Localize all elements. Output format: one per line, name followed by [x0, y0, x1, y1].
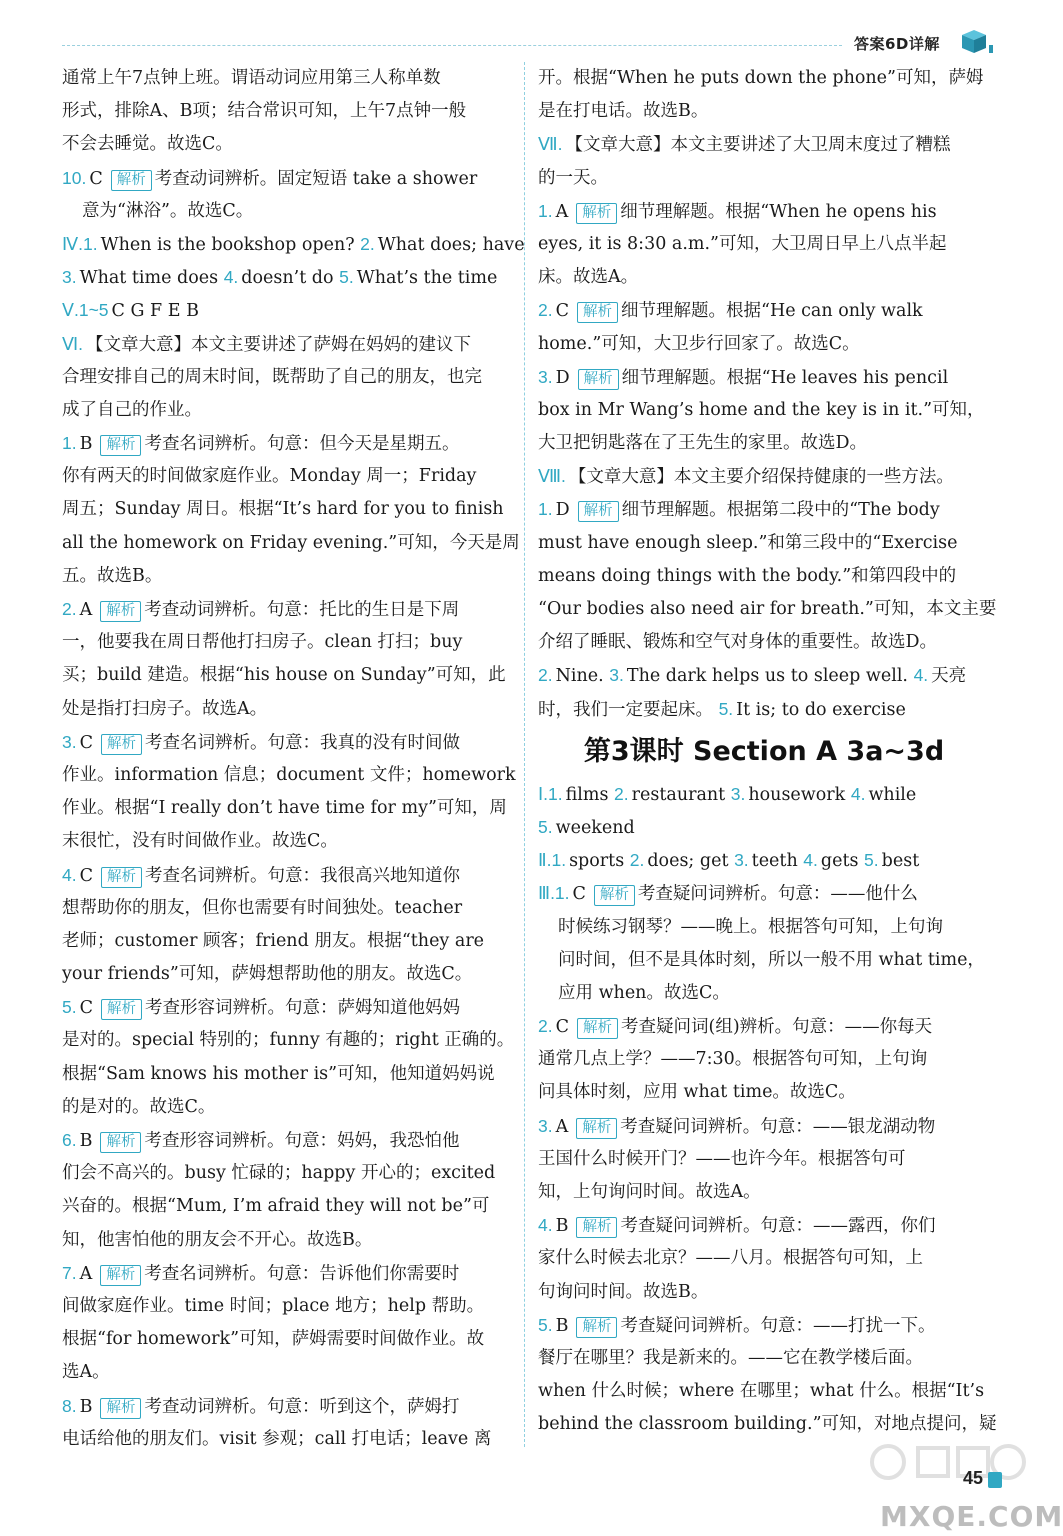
- text-line: [538, 659, 990, 692]
- analysis-tag: 解析: [101, 999, 142, 1020]
- text-segment: C: [79, 865, 93, 886]
- text-segment: 知，上句询问时间。故选A。: [538, 1182, 761, 1202]
- text-segment: C: [79, 998, 93, 1019]
- text-line: [538, 944, 990, 977]
- text-segment: 们会不高兴的。busy 忙碌的；happy 开心的；excited: [62, 1163, 496, 1184]
- text-line: [62, 925, 512, 958]
- text-segment: 应用 when。故选C。: [558, 982, 730, 1003]
- text-line: [538, 778, 990, 811]
- text-segment: 作业。information 信息；document 文件；homework: [62, 764, 516, 785]
- text-line: [62, 527, 520, 560]
- text-line: [538, 911, 990, 944]
- text-line: [538, 560, 990, 593]
- page-number: 45: [963, 1468, 984, 1488]
- text-line: [62, 1224, 512, 1257]
- text-line: [62, 294, 512, 327]
- text-line: [538, 128, 990, 161]
- analysis-tag: 解析: [576, 1118, 617, 1139]
- text-segment: doesn’t do: [241, 268, 340, 289]
- text-line: [538, 1043, 990, 1076]
- text-segment: eyes, it is 8:30 a.m.”可知，大卫周日早上八点半起: [538, 233, 947, 254]
- text-segment: 通常几点上学？——7:30。根据答句可知，上句询: [538, 1049, 928, 1070]
- text-segment: C: [572, 884, 586, 905]
- text-segment: B: [555, 1315, 569, 1336]
- text-segment: 考查名词辨析。句意：我很高兴地知道你: [145, 865, 460, 886]
- text-segment: while: [868, 784, 917, 805]
- text-line: [62, 1257, 512, 1290]
- text-segment: 不会去睡觉。故选C。: [62, 134, 233, 155]
- item-number: Ⅰ.1.: [538, 783, 563, 804]
- text-line: [62, 825, 512, 858]
- item-number: 2.: [360, 233, 375, 254]
- text-line: [62, 1157, 512, 1190]
- header-label: 答案6D详解: [854, 35, 940, 53]
- text-line: [62, 892, 512, 925]
- text-segment: 想帮助你的朋友，但你也需要有时间独处。teacher: [62, 897, 463, 918]
- text-segment: 选A。: [62, 1362, 110, 1383]
- right-column: [538, 62, 997, 1442]
- item-number: 8.: [62, 1395, 77, 1416]
- text-line: [62, 1390, 512, 1423]
- text-segment: 周五；Sunday 周日。根据“It’s hard for you to finish: [62, 499, 504, 520]
- item-number: Ⅳ.1.: [62, 233, 98, 254]
- text-line: [538, 877, 990, 910]
- text-segment: 形式，排除A、B项；结合常识可知，上午7点钟一般: [62, 101, 467, 122]
- text-line: [538, 1110, 990, 1143]
- text-segment: 考查形容词辨析。句意：妈妈，我恐怕他: [144, 1131, 460, 1151]
- text-line: [62, 659, 512, 692]
- text-line: [538, 626, 990, 659]
- item-number: Ⅲ.1.: [538, 883, 570, 904]
- text-line: [62, 1190, 512, 1223]
- text-segment: 天亮: [931, 666, 967, 687]
- analysis-tag: 解析: [100, 1132, 141, 1153]
- analysis-tag: 解析: [101, 867, 142, 888]
- item-number: 1.: [62, 433, 77, 454]
- text-segment: when 什么时候；where 在哪里；what 什么。根据“It’s: [538, 1381, 985, 1402]
- text-line: [538, 977, 990, 1010]
- text-line: [538, 294, 990, 327]
- text-line: [538, 228, 990, 261]
- text-line: [62, 593, 512, 626]
- text-segment: B: [79, 1396, 93, 1417]
- text-line: [62, 1356, 512, 1389]
- text-line: [538, 693, 990, 726]
- text-segment: 考查动词辨析。句意：听到这个，萨姆打: [144, 1396, 460, 1417]
- item-number: 5.: [538, 816, 553, 837]
- item-number: 3.: [62, 267, 77, 288]
- text-segment: 大卫把钥匙落在了王先生的家里。故选D。: [538, 433, 868, 454]
- item-number: 5.: [538, 1314, 553, 1335]
- text-line: [62, 726, 512, 759]
- item-number: 3.: [538, 1115, 553, 1136]
- analysis-tag: 解析: [100, 1398, 141, 1419]
- cube-logo-icon: [960, 28, 996, 56]
- text-segment: behind the classroom building.”可知，对地点提问，疑: [538, 1414, 997, 1435]
- text-line: [538, 261, 990, 294]
- text-line: [538, 62, 990, 95]
- item-number: Ⅵ.: [62, 333, 84, 354]
- text-segment: 考查动词辨析。句意：托比的生日是下周: [144, 600, 460, 620]
- text-line: [538, 1276, 990, 1309]
- text-line: [538, 1242, 990, 1275]
- item-number: 4.: [538, 1215, 553, 1236]
- analysis-tag: 解析: [578, 369, 619, 390]
- item-number: Ⅴ.1~5: [62, 300, 109, 321]
- text-segment: What’s the time: [356, 268, 498, 289]
- text-segment: 考查疑问词辨析。句意：——银龙湖动物: [620, 1116, 936, 1137]
- text-line: [62, 361, 512, 394]
- text-line: [62, 493, 512, 526]
- text-segment: B: [79, 1131, 93, 1151]
- text-segment: 家什么时候去北京？——八月。根据答句可知，上: [538, 1248, 923, 1269]
- analysis-tag: 解析: [577, 1018, 618, 1039]
- header-rule: [62, 45, 842, 46]
- text-line: [62, 626, 512, 659]
- text-segment: must have enough sleep.”和第三段中的“Exercise: [538, 532, 958, 553]
- text-segment: C G F E B: [111, 301, 199, 322]
- column-divider: [524, 62, 525, 1447]
- analysis-tag: 解析: [576, 1317, 617, 1338]
- text-line: [62, 195, 512, 228]
- item-number: Ⅶ.: [538, 134, 563, 155]
- text-line: [538, 527, 990, 560]
- item-number: 5.: [718, 698, 734, 719]
- text-segment: 细节理解题。根据“He can only walk: [621, 301, 923, 322]
- left-column: [62, 62, 525, 1456]
- text-segment: A: [555, 1116, 569, 1137]
- text-line: [538, 844, 990, 877]
- analysis-tag: 解析: [100, 435, 141, 456]
- text-line: [538, 593, 997, 626]
- text-line: [538, 95, 990, 128]
- text-line: [62, 792, 512, 825]
- text-line: [538, 162, 990, 195]
- text-line: [538, 361, 990, 394]
- section-title: 第3课时 Section A 3a~3d: [583, 735, 945, 767]
- text-segment: C: [555, 1017, 569, 1038]
- item-number: 2.: [538, 1016, 553, 1037]
- text-segment: D: [555, 500, 570, 521]
- text-line: [62, 759, 516, 792]
- item-number: 1.: [538, 200, 553, 221]
- text-segment: 作业。根据“I really don’t have time for my”可知，周: [62, 798, 507, 819]
- item-number: 2.: [62, 599, 77, 619]
- item-number: 7.: [62, 1262, 77, 1283]
- analysis-tag: 解析: [100, 601, 141, 622]
- text-segment: 考查名词辨析。句意：告诉他们你需要时: [144, 1263, 460, 1284]
- text-segment: D: [555, 367, 570, 388]
- text-segment: C: [89, 168, 103, 189]
- text-line: [62, 62, 512, 95]
- text-segment: 成了自己的作业。: [62, 399, 202, 420]
- text-segment: 考查疑问词辨析。句意：——露西，你们: [620, 1216, 936, 1237]
- text-segment: means doing things with the body.”和第四段中的: [538, 565, 957, 586]
- text-segment: 开。根据“When he puts down the phone”可知，萨姆: [538, 68, 984, 88]
- text-segment: 考查名词辨析。句意：但今天是星期五。: [144, 434, 460, 455]
- text-line: [62, 261, 512, 294]
- text-segment: 根据“for homework”可知，萨姆需要时间做作业。故: [62, 1329, 485, 1350]
- text-segment: What does; have: [377, 234, 525, 255]
- text-line: [62, 958, 512, 991]
- text-segment: 老师；customer 顾客；friend 朋友。根据“they are: [62, 930, 485, 951]
- text-line: [62, 427, 512, 460]
- item-number: 4.: [913, 665, 929, 686]
- text-segment: 兴奋的。根据“Mum, I’m afraid they will not be”可: [62, 1196, 490, 1217]
- text-segment: 合理安排自己的周末时间，既帮助了自己的朋友，也完: [62, 366, 482, 387]
- text-segment: The dark helps us to sleep well.: [626, 666, 914, 687]
- text-line: [538, 460, 990, 493]
- analysis-tag: 解析: [576, 1217, 617, 1238]
- item-number: 5.: [864, 850, 879, 871]
- text-line: [538, 493, 990, 526]
- analysis-tag: 解析: [576, 203, 617, 224]
- text-line: [62, 1323, 512, 1356]
- text-line: [538, 1176, 990, 1209]
- text-segment: 问具体时刻，应用 what time。故选C。: [538, 1082, 856, 1103]
- text-segment: C: [79, 732, 93, 753]
- text-segment: restaurant: [631, 784, 731, 805]
- item-number: 4.: [62, 864, 77, 885]
- text-line: [538, 1375, 990, 1408]
- text-segment: films: [565, 784, 615, 805]
- text-line: [538, 1143, 990, 1176]
- text-segment: 电话给他的朋友们。visit 参观；call 打电话；leave 离: [62, 1428, 492, 1449]
- text-segment: gets: [820, 851, 865, 872]
- analysis-tag: 解析: [578, 501, 619, 522]
- text-segment: does; get: [647, 851, 735, 872]
- watermark-text: MXQE.COM: [880, 1500, 1063, 1533]
- text-line: [62, 228, 525, 261]
- item-number: 6.: [62, 1130, 77, 1150]
- text-segment: box in Mr Wang’s home and the key is in it.”可知，: [538, 399, 985, 420]
- text-segment: 【文章大意】本文主要介绍保持健康的一些方法。: [568, 467, 954, 488]
- text-line: [62, 1290, 512, 1323]
- text-line: [62, 1423, 512, 1456]
- text-segment: 床。故选A。: [538, 267, 639, 288]
- page-tab-marker: [988, 1472, 1002, 1488]
- item-number: 3.: [62, 731, 77, 752]
- text-segment: weekend: [555, 817, 635, 838]
- text-line: [62, 859, 512, 892]
- item-number: 2.: [614, 783, 629, 804]
- text-segment: 意为“淋浴”。故选C。: [82, 200, 254, 221]
- text-segment: B: [555, 1216, 569, 1237]
- analysis-tag: 解析: [577, 302, 618, 323]
- item-number: 2.: [538, 665, 553, 686]
- text-segment: What time does: [79, 268, 224, 289]
- text-line: [538, 394, 990, 427]
- text-line: [538, 1076, 990, 1109]
- text-segment: 细节理解题。根据“When he opens his: [620, 201, 937, 222]
- text-segment: C: [555, 301, 569, 322]
- text-segment: 考查疑问词(组)辨析。句意：——你每天: [621, 1017, 933, 1038]
- text-segment: all the homework on Friday evening.”可知，今天是周: [62, 532, 520, 553]
- text-segment: 【文章大意】本文主要讲述了萨姆在妈妈的建议下: [86, 334, 472, 355]
- text-line: [538, 195, 990, 228]
- text-line: [62, 162, 512, 195]
- text-segment: “Our bodies also need air for breath.”可知，本文主要: [538, 599, 997, 619]
- text-segment: 【文章大意】本文主要讲述了大卫周末度过了糟糕: [565, 135, 951, 156]
- item-number: 5.: [339, 267, 354, 288]
- item-number: 3.: [609, 665, 624, 686]
- item-number: Ⅱ.1.: [538, 850, 567, 871]
- text-line: [62, 1058, 512, 1091]
- item-number: 5.: [62, 997, 77, 1018]
- text-line: [62, 460, 512, 493]
- text-segment: 细节理解题。根据第二段中的“The body: [621, 500, 940, 521]
- text-segment: 知，他害怕他的朋友会不开心。故选B。: [62, 1229, 373, 1250]
- text-segment: 的一天。: [538, 167, 608, 188]
- item-number: 4.: [803, 850, 818, 871]
- text-segment: 是对的。special 特别的；funny 有趣的；right 正确的。: [62, 1030, 515, 1051]
- text-segment: It is; to do exercise: [736, 699, 906, 720]
- text-line: [538, 1309, 990, 1342]
- text-segment: 处是指打扫房子。故选A。: [62, 698, 268, 719]
- text-segment: teeth: [751, 851, 804, 872]
- text-line: [62, 1091, 512, 1124]
- text-line: [538, 811, 990, 844]
- text-segment: housework: [748, 784, 851, 805]
- item-number: 2.: [538, 300, 553, 321]
- text-segment: 问时间，但不是具体时刻，所以一般不用 what time，: [558, 949, 985, 970]
- text-segment: home.”可知，大卫步行回家了。故选C。: [538, 333, 860, 354]
- text-segment: 买；build 建造。根据“his house on Sunday”可知，此: [62, 665, 506, 686]
- text-segment: B: [79, 434, 93, 455]
- text-line: [62, 328, 512, 361]
- text-segment: sports: [569, 851, 630, 872]
- text-line: [62, 1024, 515, 1057]
- text-line: [62, 128, 512, 161]
- text-segment: 一，他要我在周日帮他打扫房子。clean 打扫；buy: [62, 632, 463, 653]
- text-line: [538, 1010, 990, 1043]
- text-segment: 考查形容词辨析。句意：萨姆知道他妈妈: [145, 998, 460, 1019]
- text-segment: Nine.: [555, 666, 610, 687]
- text-line: [538, 1342, 990, 1375]
- text-line: [538, 427, 990, 460]
- text-segment: 末很忙，没有时间做作业。故选C。: [62, 831, 338, 852]
- text-segment: 时，我们一定要起床。: [538, 699, 719, 720]
- item-number: 10.: [62, 167, 87, 188]
- item-number: 4.: [223, 267, 239, 288]
- text-segment: 句询问时间。故选B。: [538, 1281, 709, 1302]
- text-segment: 考查名词辨析。句意：我真的没有时间做: [145, 732, 460, 753]
- text-line: [538, 328, 990, 361]
- text-segment: 你有两天的时间做家庭作业。Monday 周一；Friday: [62, 466, 477, 487]
- text-line: [62, 95, 512, 128]
- analysis-tag: 解析: [111, 170, 152, 191]
- item-number: 3.: [538, 366, 553, 387]
- text-line: [62, 1124, 512, 1157]
- text-segment: 是在打电话。故选B。: [538, 101, 709, 122]
- item-number: 2.: [629, 850, 645, 871]
- text-segment: best: [881, 851, 920, 872]
- text-segment: 根据“Sam knows his mother is”可知，他知道妈妈说: [62, 1063, 495, 1084]
- text-line: [538, 1408, 997, 1441]
- item-number: 1.: [538, 499, 553, 520]
- text-segment: your friends”可知，萨姆想帮助他的朋友。故选C。: [62, 964, 473, 985]
- text-segment: A: [555, 201, 569, 222]
- text-segment: 的是对的。故选C。: [62, 1096, 216, 1117]
- text-line: [538, 1209, 990, 1242]
- text-segment: 考查疑问词辨析。句意：——他什么: [637, 884, 918, 905]
- item-number: 4.: [850, 783, 866, 804]
- text-segment: 考查疑问词辨析。句意：——打扰一下。: [620, 1315, 936, 1336]
- text-segment: 细节理解题。根据“He leaves his pencil: [621, 367, 949, 388]
- analysis-tag: 解析: [594, 885, 635, 906]
- text-segment: 时候练习钢琴？——晚上。根据答句可知，上句询: [558, 916, 943, 937]
- text-line: [62, 394, 512, 427]
- item-number: 3.: [734, 850, 749, 871]
- text-segment: 通常上午7点钟上班。谓语动词应用第三人称单数: [62, 68, 441, 88]
- text-segment: 介绍了睡眠、锻炼和空气对身体的重要性。故选D。: [538, 632, 938, 653]
- analysis-tag: 解析: [100, 1265, 141, 1286]
- text-segment: A: [79, 1263, 93, 1284]
- item-number: 3.: [730, 783, 746, 804]
- text-segment: 五。故选B。: [62, 565, 163, 586]
- text-line: [62, 991, 512, 1024]
- text-line: [62, 693, 512, 726]
- text-segment: 王国什么时候开门？——也许今年。根据答句可: [538, 1148, 906, 1169]
- text-segment: A: [79, 600, 93, 620]
- text-line: [62, 560, 512, 593]
- text-segment: When is the bookshop open?: [100, 234, 361, 255]
- item-number: Ⅷ.: [538, 466, 566, 487]
- analysis-tag: 解析: [101, 734, 142, 755]
- text-segment: 间做家庭作业。time 时间；place 地方；help 帮助。: [62, 1295, 485, 1316]
- text-segment: 考查动词辨析。固定短语 take a shower: [154, 168, 478, 189]
- text-segment: 餐厅在哪里？我是新来的。——它在教学楼后面。: [538, 1347, 923, 1368]
